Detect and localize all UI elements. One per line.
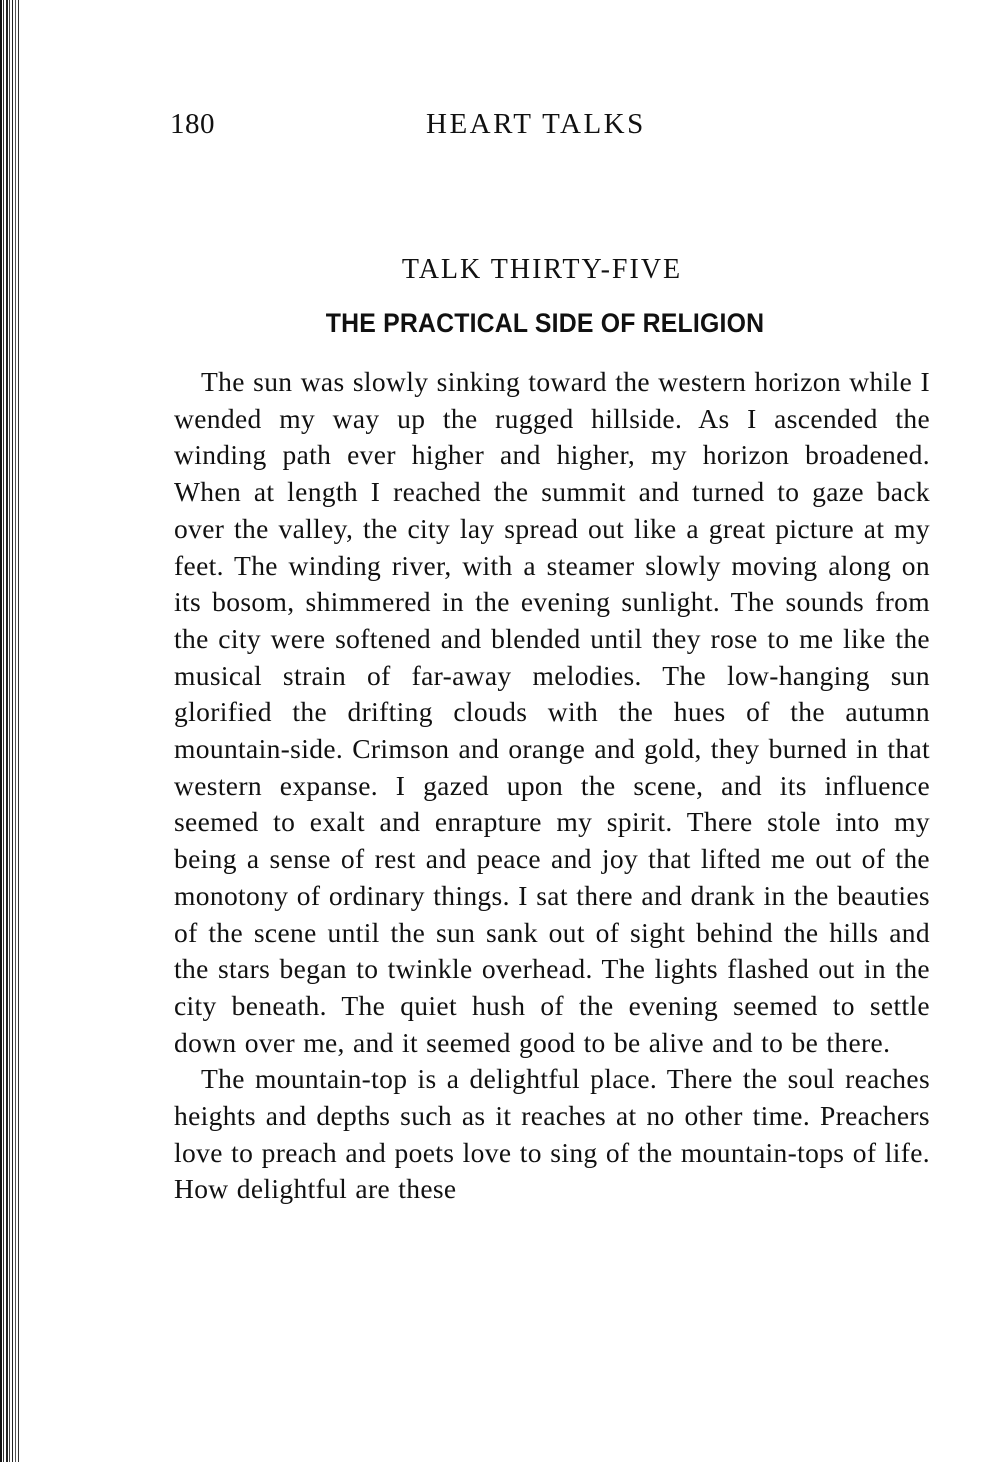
body-text: [174, 364, 930, 1208]
page-number: 180: [170, 108, 215, 140]
paragraph-2: The mountain-top is a delightful place. There the soul reaches heights and depths such as it reaches at no other time. Preachers love to preach and poets love to sing of the mountain-tops of life. How delightful are these: [174, 1063, 930, 1205]
paragraph-1: The sun was slowly sinking toward the western horizon while I wended my way up the rugged hillside. As I ascended the winding path ever higher and higher, my horizon broadened. When at length I reached the summit and turned to gaze back over the valley, the city lay spread out like a great picture at my feet. The winding river, with a steamer slowly moving along on its bosom, shimmered in the evening sunlight. The sounds from the city were softened and blended until they rose to me like the musical strain of far-away melodies. The low-hanging sun glorified the drifting clouds with the hues of the autumn mountain-side. Crimson and orange and gold, they burned in that western expanse. I gazed upon the scene, and its influence seemed to exalt and enrapture my spirit. There stole into my being a sense of rest and peace and joy that lifted me out of the monotony of ordinary things. I sat there and drank in the beauties of the scene until the sun sank out of sight behind the hills and the stars began to twinkle overhead. The lights flashed out in the city beneath. The quiet hush of the evening seemed to settle down over me, and it seemed good to be alive and to be there.: [174, 366, 930, 1058]
scanned-binding-edge: [0, 0, 22, 1462]
running-head: HEART TALKS: [426, 108, 646, 140]
chapter-heading: THE PRACTICAL SIDE OF RELIGION: [325, 308, 765, 338]
talk-title: TALK THIRTY-FIVE: [401, 254, 683, 285]
